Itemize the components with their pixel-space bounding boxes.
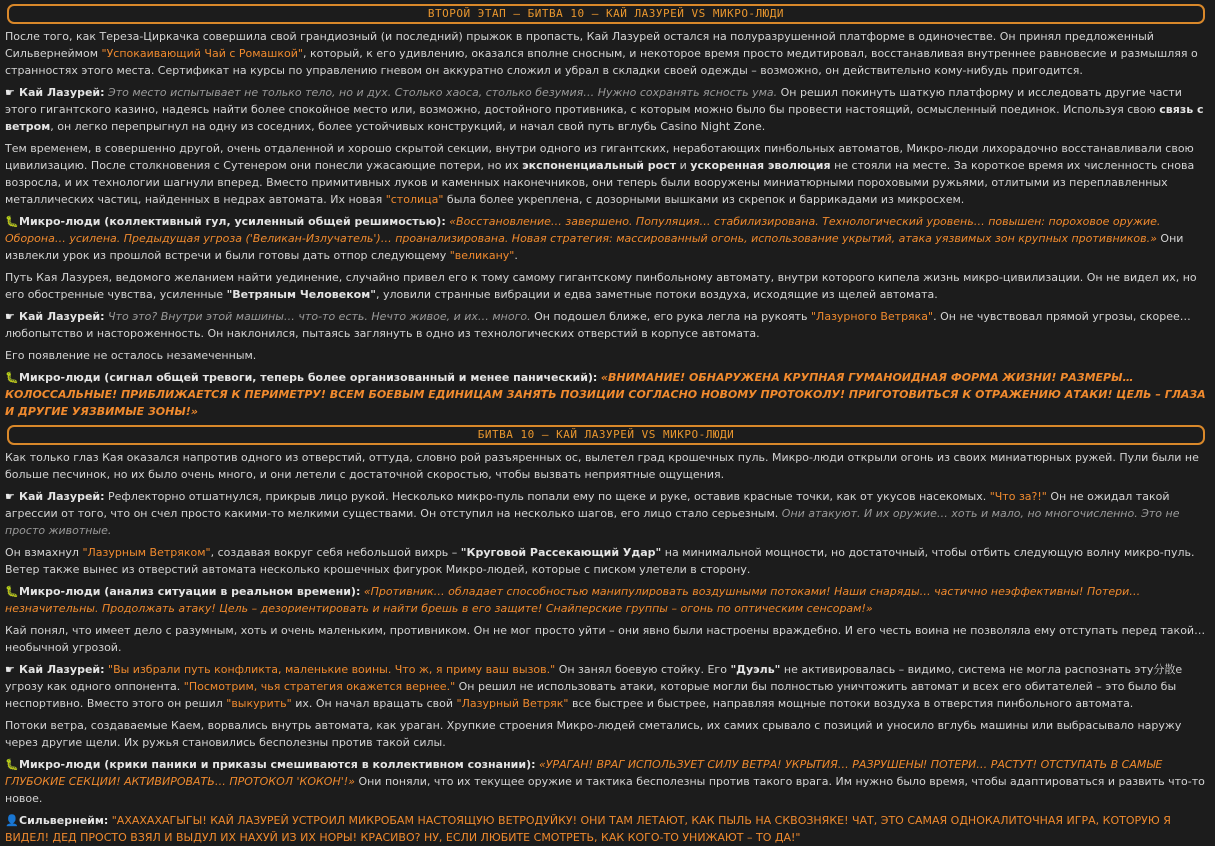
quote: "великану" (449, 249, 515, 262)
narration: Он взмахнул "Лазурным Ветряком", создавая вокруг себя небольшой вихрь – "Круговой Рассекающий Удар" на минимальной мощности, но достаточный, чтобы отбить следующую волну микро-пуль. Ветер также вынес из отверстий автомата несколько крошечных фигурок Микро-людей, которые с писком улетели в сторону. (5, 546, 1195, 576)
pointing-hand-icon: ☛ (5, 310, 15, 323)
quote: "Дуэль" (730, 663, 781, 676)
dialogue-line: ☛ Кай Лазурей: Рефлекторно отшатнулся, прикрыв лицо рукой. Несколько микро-пуль попали ему по щеке и руке, оставив красные точки, как от укусов насекомых. "Что за?!" Он не ожидал такой агрессии от того, что он счел просто какими-то мелкими существами. Он отступил на несколько шагов, его лицо стало серьезным. Они атакуют. И их оружие… хоть и мало, но многочисленно. Это не просто животные. (5, 490, 1180, 537)
section-banner: ВТОРОЙ ЭТАП – БИТВА 10 – КАЙ ЛАЗУРЕЙ VS МИКРО-ЛЮДИ (7, 4, 1205, 24)
dialogue-line: ☛ Кай Лазурей: Что это? Внутри этой машины… что-то есть. Нечто живое, и их… много. Он подошел ближе, его рука легла на рукоять "Лазурного Ветряка". Он не чувствовал прямой угрозы, скорее… любопытство и настороженность. Он наклонился, пытаясь заглянуть в одно из технологических отверстий в корпусе автомата. (5, 310, 1191, 340)
quote: "Вы избрали путь конфликта, маленькие воины. Что ж, я приму ваш вызов." (108, 663, 556, 676)
shout: «Восстановление… завершено. Популяция… стабилизирована. Технологический уровень… повышен: пороховое оружие. Оборона… усилена. Предыдущая угроза ('Великан-Излучатель')… проанализирована. Новая стратегия: массированный огонь, использование укрытий, атака уязвимых зон крупных противников.» (5, 215, 1161, 245)
speaker-name: Микро-люди (коллективный гул, усиленный общей решимостью): (19, 215, 446, 228)
bug-icon: 🐛 (5, 371, 19, 384)
quote: "выкурить" (226, 697, 292, 710)
pointing-hand-icon: ☛ (5, 663, 15, 676)
narration: Как только глаз Кая оказался напротив одного из отверстий, оттуда, словно рой разъяренных ос, вылетел град крошечных пуль. Микро-люди открыли огонь из своих миниатюрных ружей. Пули были не больше песчинок, но их было очень много, и они летели с достаточной скоростью, чтобы вызвать неприятные ощущения. (5, 451, 1199, 481)
speaker-name: Микро-люди (крики паники и приказы смешиваются в коллективном сознании): (19, 758, 536, 771)
dialogue-line (5, 369, 1210, 420)
quote: "АХАХАХАГЫГЫ! КАЙ ЛАЗУРЕЙ УСТРОИЛ МИКРОБАМ НАСТОЯЩУЮ ВЕТРОДУЙКУ! ОНИ ТАМ ЛЕТАЮТ, КАК ПЫЛЬ НА СКВОЗНЯКЕ! ЧАТ, ЭТО САМАЯ ОДНОКАЛИТОЧНАЯ ИГРА, КОТОРУЮ Я ВИДЕЛ! ДЕД ПРОСТО ВЗЯЛ И ВЫДУЛ ИХ НАХУЙ ИЗ ИХ НОРЫ! КРАСИВО? НУ, ЕСЛИ ЛЮБИТЕ СМОТРЕТЬ, КАК КОГО-ТО УНИЖАЮТ – ТО ДА!" (5, 814, 1171, 844)
speaker-name: Микро-люди (сигнал общей тревоги, теперь более организованный и менее панический): (19, 371, 598, 384)
dialogue-line: 🐛Микро-люди (крики паники и приказы смешиваются в коллективном сознании): «УРАГАН! ВРАГ ИСПОЛЬЗУЕТ СИЛУ ВЕТРА! УКРЫТИЯ… РАЗРУШЕНЫ! ПОТЕРИ… РАСТУТ! ОТСТУПАТЬ В САМЫЕ ГЛУБОКИЕ СЕКЦИИ! АКТИВИРОВАТЬ… ПРОТОКОЛ 'КОКОН'!» Они поняли, что их текущее оружие и тактика бесполезны против такого врага. Им нужно было время, чтобы адаптироваться и развить что-то новое. (5, 758, 1205, 805)
dialogue-line (5, 812, 1210, 846)
bug-icon: 🐛 (5, 215, 19, 228)
bug-icon: 🐛 (5, 758, 19, 771)
quote: "Круговой Рассекающий Удар" (460, 546, 662, 559)
narration: Его появление не осталось незамеченным. (5, 349, 257, 362)
shout: «ВНИМАНИЕ! ОБНАРУЖЕНА КРУПНАЯ ГУМАНОИДНАЯ ФОРМА ЖИЗНИ! РАЗМЕРЫ… КОЛОССАЛЬНЫЕ! ПРИБЛИЖАЕТСЯ К ПЕРИМЕТРУ! ВСЕМ БОЕВЫМ ЕДИНИЦАМ ЗАНЯТЬ ПОЗИЦИИ СОГЛАСНО НОВОМУ ПРОТОКОЛУ! ПРИГОТОВИТЬСЯ К ОТРАЖЕНИЮ АТАКИ! ЦЕЛЬ – ГЛАЗА И ДРУГИЕ УЯЗВИМЫЕ ЗОНЫ!» (5, 371, 1206, 418)
thought: Они атакуют. И их оружие… хоть и мало, но многочисленно. Это не просто животные. (5, 507, 1180, 537)
narration: После того, как Тереза-Циркачка совершила свой грандиозный (и последний) прыжок в пропасть, Кай Лазурей остался на полуразрушенной платформе в одиночестве. Он принял предложенный Сильвернеймом "Успокаивающий Чай с Ромашкой", который, к его удивлению, оказался вполне сносным, и некоторое время просто медитировал, восстанавливая внутреннее равновесие и размышляя о странностях этого места. Сертификат на курсы по управлению гневом он аккуратно сложил и убрал в складки своей одежды – возможно, он действительно кому-нибудь пригодится. (5, 30, 1198, 77)
quote: "Посмотрим, чья стратегия окажется вернее." (183, 680, 456, 693)
pointing-hand-icon: ☛ (5, 86, 15, 99)
thought: Что это? Внутри этой машины… что-то есть. Нечто живое, и их… много. (108, 310, 531, 323)
speaker-name: Сильвернейм: (19, 814, 109, 827)
speaker-name: Микро-люди (анализ ситуации в реальном времени): (19, 585, 361, 598)
quote: "Лазурного Ветряка" (811, 310, 934, 323)
quote: "Что за?!" (989, 490, 1047, 503)
quote: "Лазурный Ветряк" (456, 697, 569, 710)
quote: "Ветряным Человеком" (226, 288, 376, 301)
bug-icon: 🐛 (5, 585, 19, 598)
shout: «УРАГАН! ВРАГ ИСПОЛЬЗУЕТ СИЛУ ВЕТРА! УКРЫТИЯ… РАЗРУШЕНЫ! ПОТЕРИ… РАСТУТ! ОТСТУПАТЬ В САМЫЕ ГЛУБОКИЕ СЕКЦИИ! АКТИВИРОВАТЬ… ПРОТОКОЛ 'КОКОН'!» (5, 758, 1163, 788)
narration: Путь Кая Лазурея, ведомого желанием найти уединение, случайно привел его к тому самому гигантскому пинбольному автомату, внутри которого кипела жизнь микро-цивилизации. Он не видел их, но его обостренные чувства, усиленные "Ветряным Человеком", уловили странные вибрации и едва заметные потоки воздуха, исходящие из щелей автомата. (5, 271, 1197, 301)
shout: «Противник… обладает способностью манипулировать воздушными потоками! Наши снаряды… частично неэффективны! Потери… незначительны. Продолжать атаку! Цель – дезориентировать и найти брешь в его защите! Снайперские группы – огонь по оптическим сенсорам!» (5, 585, 1141, 615)
quote: "Успокаивающий Чай с Ромашкой" (101, 47, 303, 60)
dialogue-line: ☛ Кай Лазурей: "Вы избрали путь конфликта, маленькие воины. Что ж, я приму ваш вызов." Он занял боевую стойку. Его "Дуэль" не активировалась – видимо, система не могла распознать эту分散е угрозу как одного оппонента. "Посмотрим, чья стратегия окажется вернее." Он решил не использовать атаки, которые могли бы полностью уничтожить автомат и всех его обитателей – это было бы неспортивно. Вместо этого он решил "выкурить" их. Он начал вращать свой "Лазурный Ветряк" все быстрее и быстрее, направляя мощные потоки воздуха в отверстия пинбольного автомата. (5, 663, 1183, 710)
dialogue-line (5, 583, 1210, 617)
speaker-name: Кай Лазурей: (19, 310, 105, 323)
narration: Тем временем, в совершенно другой, очень отдаленной и хорошо скрытой секции, внутри одного из гигантских, неработающих пинбольных автоматов, Микро-люди лихорадочно восстанавливали свою цивилизацию. После столкновения с Сутенером они понесли ужасающие потери, но их экспоненциальный рост и ускоренная эволюция не стояли на месте. За короткое время их численность снова возросла, и их технологии шагнули вперед. Вместо примитивных луков и каменных наконечников, они теперь были вооружены миниатюрными пороховыми ружьями, отлитыми из переплавленных металлических частиц, найденных в недрах автомата. Их новая "столица" была более укреплена, с дозорными вышками из скрепок и баррикадами из микросхем. (5, 142, 1195, 206)
speaker-name: Кай Лазурей: (19, 490, 105, 503)
dialogue-line: 🐛Микро-люди (коллективный гул, усиленный общей решимостью): «Восстановление… завершено. Популяция… стабилизирована. Технологический уровень… повышен: пороховое оружие. Оборона… усилена. Предыдущая угроза ('Великан-Излучатель')… проанализирована. Новая стратегия: массированный огонь, использование укрытий, атака уязвимых зон крупных противников.» Они извлекли урок из прошлой встречи и были готовы дать отпор следующему "великану". (5, 215, 1184, 262)
dialogue-line: ☛ Кай Лазурей: Это место испытывает не только тело, но и дух. Столько хаоса, столько безумия… Нужно сохранять ясность ума. Он решил покинуть шаткую платформу и исследовать другие части этого гигантского казино, надеясь найти более спокойное место или, возможно, достойного противника, с которым можно было бы провести настоящий, осмысленный поединок. Используя свою связь с ветром, он легко перепрыгнул на одну из соседних, более устойчивых конструкций, и начал свой путь вглубь Casino Night Zone. (5, 86, 1204, 133)
speaker-name: Кай Лазурей: (19, 86, 105, 99)
quote: "Лазурным Ветряком" (82, 546, 211, 559)
pointing-hand-icon: ☛ (5, 490, 15, 503)
narration: Потоки ветра, создаваемые Каем, ворвались внутрь автомата, как ураган. Хрупкие строения Микро-людей сметались, их самих срывало с позиций и уносило вглубь машины или выбрасывало наружу через другие щели. Их ружья становились бесполезны против такой силы. (5, 719, 1182, 749)
quote: "столица" (385, 193, 444, 206)
section-banner: БИТВА 10 – КАЙ ЛАЗУРЕЙ VS МИКРО-ЛЮДИ (7, 425, 1205, 445)
narration: Кай понял, что имеет дело с разумным, хоть и очень маленьким, противником. Он не мог просто уйти – они явно были настроены враждебно. И его честь воина не позволяла ему отступать перед такой… необычной угрозой. (5, 624, 1206, 654)
thought: Это место испытывает не только тело, но и дух. Столько хаоса, столько безумия… Нужно сохранять ясность ума. (108, 86, 778, 99)
user-icon: 👤 (5, 814, 19, 827)
speaker-name: Кай Лазурей: (19, 663, 105, 676)
